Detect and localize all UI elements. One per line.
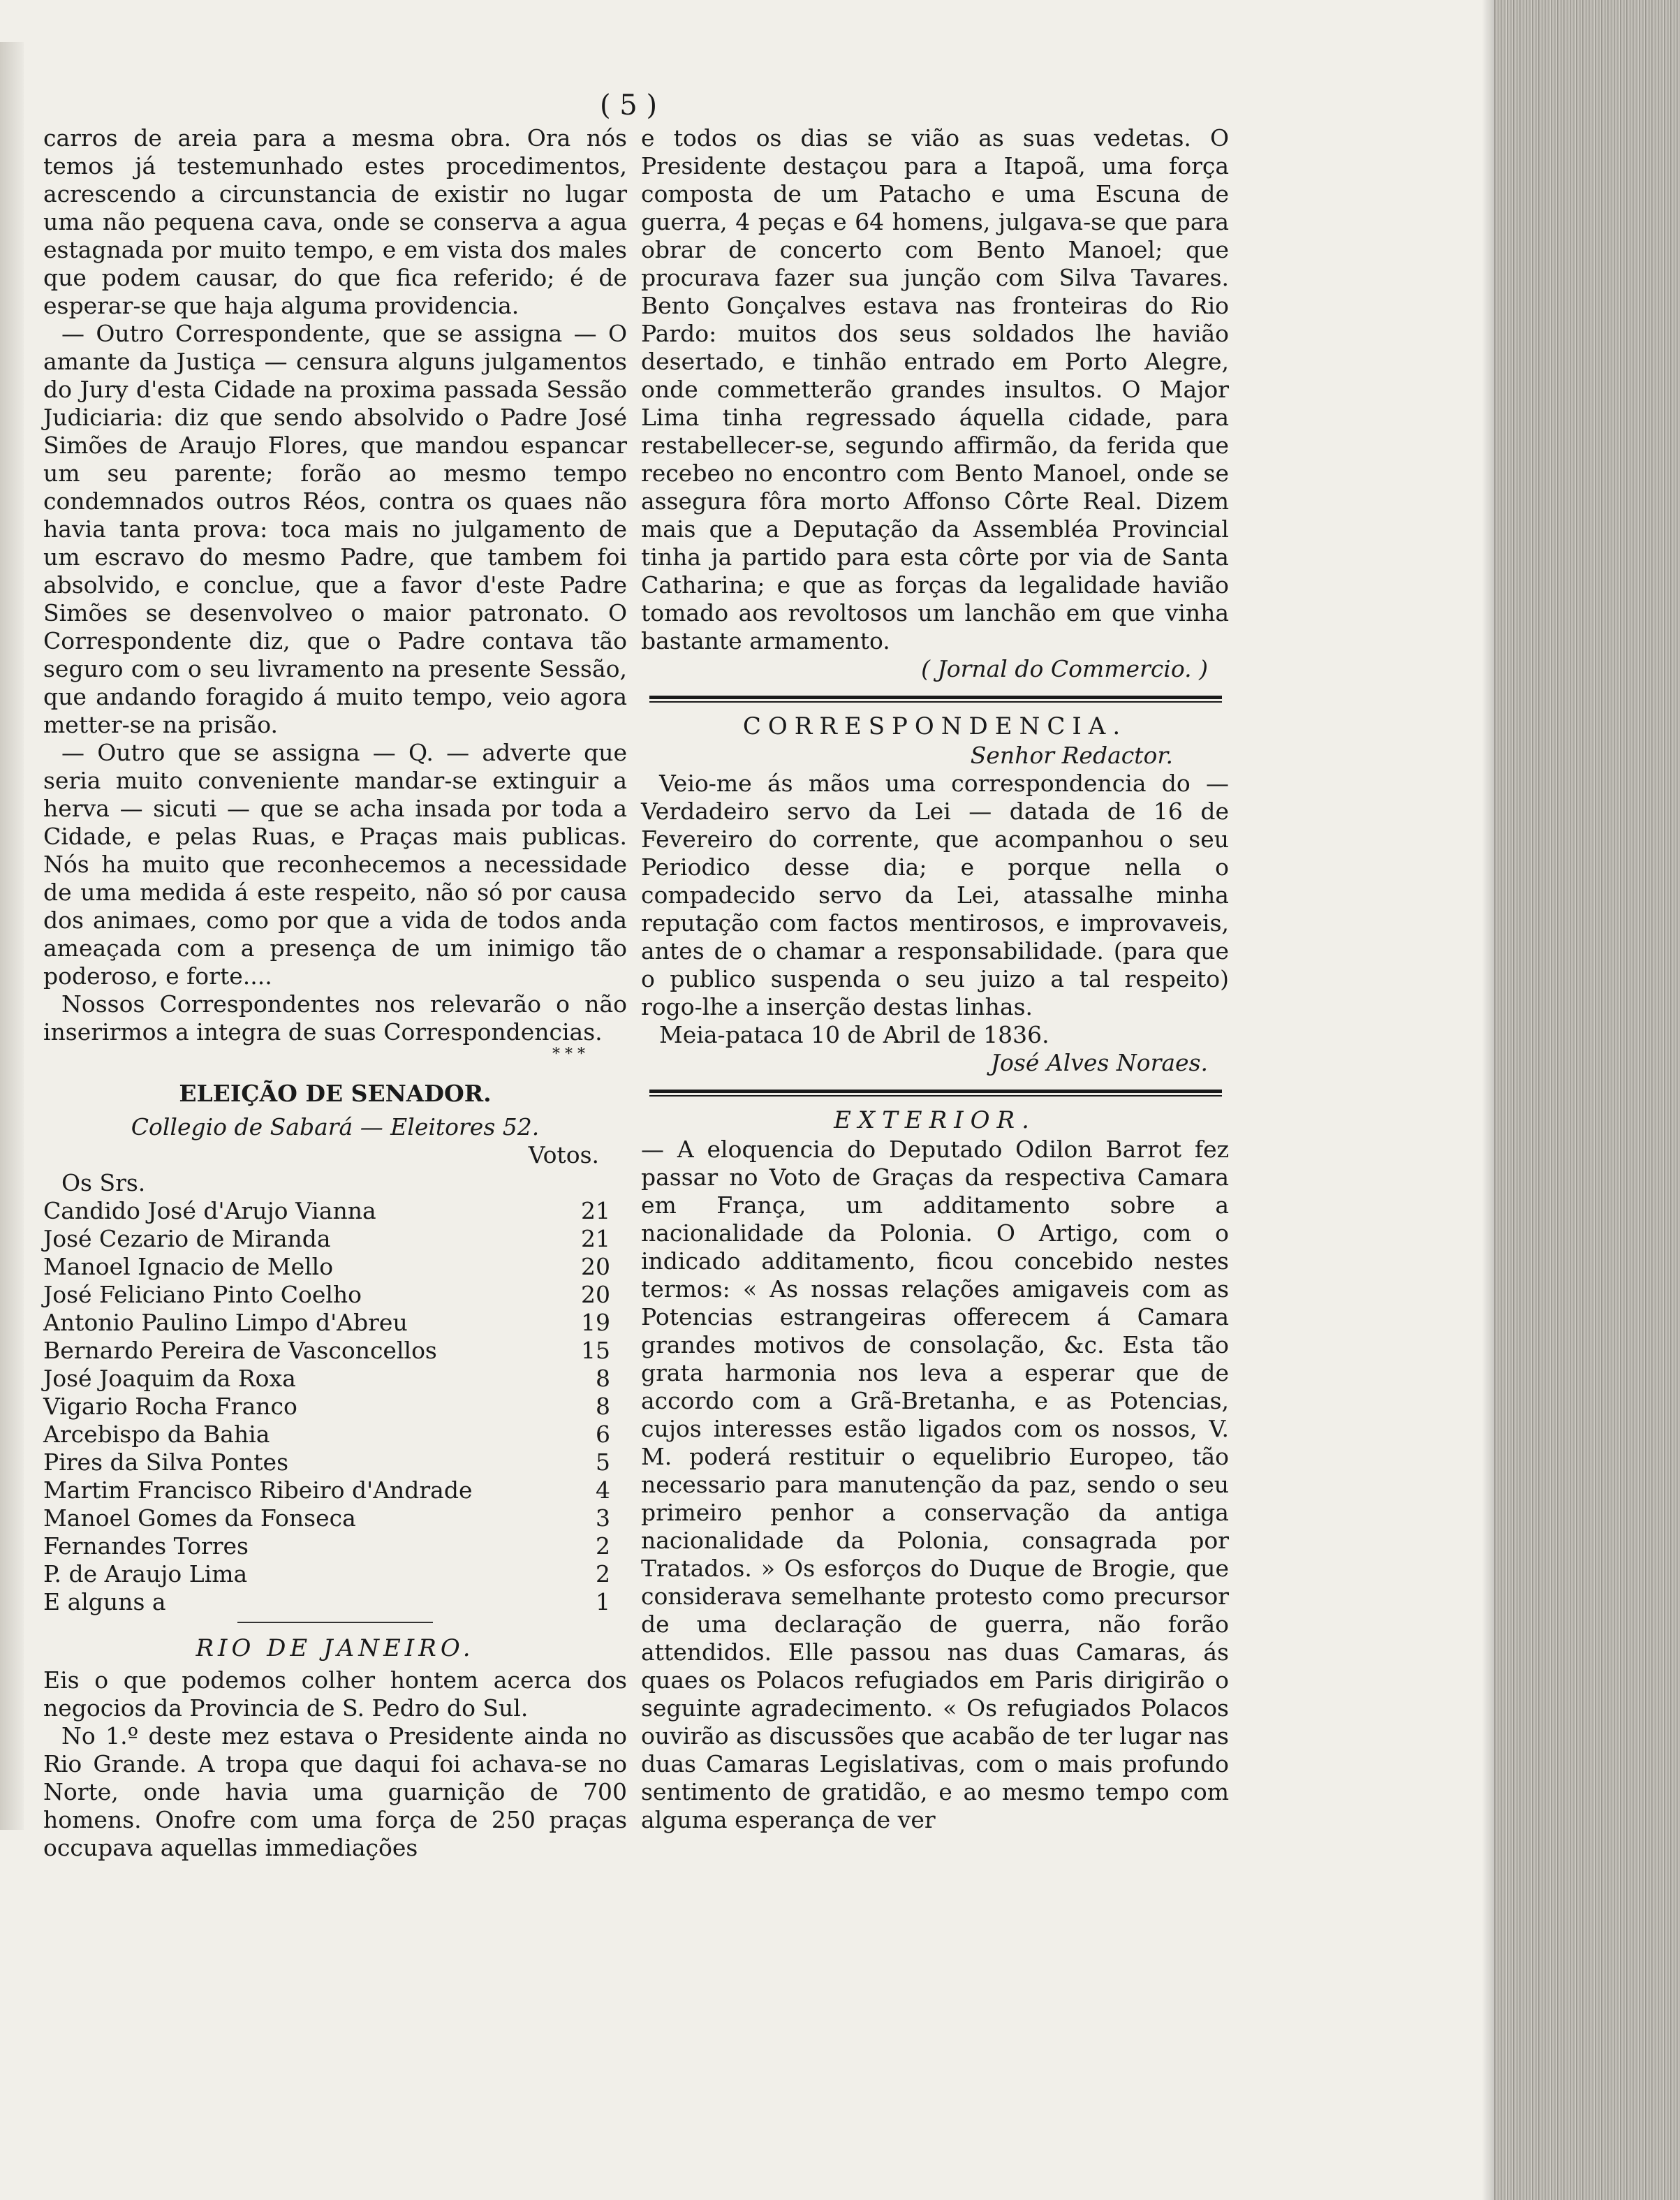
candidate-name: José Feliciano Pinto Coelho bbox=[43, 1281, 362, 1308]
candidate-name: E alguns a bbox=[43, 1588, 166, 1615]
candidate-votes: 19 bbox=[581, 1309, 610, 1336]
table-row bbox=[43, 1225, 627, 1253]
paragraph: Eis o que podemos colher hontem acerca dos negocios da Provincia de S. Pedro do Sul. bbox=[43, 1666, 627, 1722]
source-attribution: ( Jornal do Commercio. ) bbox=[921, 655, 1208, 682]
election-title: ELEIÇÃO DE SENADOR. bbox=[179, 1080, 492, 1107]
table-row bbox=[43, 1281, 627, 1309]
paragraph: e todos os dias se vião as suas vedetas. O Presidente destaçou para a Itapoã, uma força composta de um Patacho e uma Escuna de guerra, 4 peças e 64 homens, julgava-se que para obrar de concerto com Bento Manoel; que procurava fazer sua junção com Silva Tavares. Bento Gonçalves estava nas fronteiras do Rio Pardo: muitos dos seus soldados lhe havião desertado, e tinhão entrado em Porto Alegre, onde commetterão grandes insultos. O Major Lima tinha regressado áquella cidade, para restabellecer-se, segundo affirmão, da ferida que recebeo no encontro com Bento Manoel, onde se assegura fôra morto Affonso Côrte Real. Dizem mais que a Deputação da Assembléa Provincial tinha ja partido para esta côrte por via de Santa Catharina; e que as forças da legalidade havião tomado aos revoltosos um lanchão em que vinha bastante armamento. bbox=[641, 124, 1229, 654]
candidate-name: Manoel Ignacio de Mello bbox=[43, 1253, 334, 1280]
candidate-name: Pires da Silva Pontes bbox=[43, 1449, 289, 1476]
paragraph: — Outro que se assigna — Q. — adverte que seria muito conveniente mandar-se extinguir a herva — sicuti — que se acha insada por toda a Cidade, e pelas Ruas, e Praças mais publicas. Nós ha muito que reconhecemos a necessidade de uma medida á este respeito, não só por causa dos animaes, como por que a vida de todos anda ameaçada com a presença de um inimigo tão poderoso, e forte.... bbox=[43, 739, 627, 990]
candidate-votes: 21 bbox=[581, 1197, 610, 1224]
rio-de-janeiro-title: RIO DE JANEIRO. bbox=[196, 1634, 475, 1662]
section-separator: * * * bbox=[552, 1046, 585, 1063]
candidate-votes: 15 bbox=[581, 1337, 610, 1364]
votes-table bbox=[43, 1197, 627, 1616]
candidate-name: José Cezario de Miranda bbox=[43, 1225, 331, 1252]
left-column bbox=[43, 124, 627, 1862]
candidate-votes: 2 bbox=[596, 1532, 610, 1560]
table-row bbox=[43, 1588, 627, 1616]
candidate-name: Bernardo Pereira de Vasconcellos bbox=[43, 1337, 437, 1364]
candidate-votes: 1 bbox=[596, 1588, 610, 1615]
table-row bbox=[43, 1476, 627, 1504]
page-gutter bbox=[0, 42, 24, 1830]
candidate-votes: 20 bbox=[581, 1281, 610, 1308]
book-page-edges bbox=[1494, 0, 1680, 2200]
votes-header: Votos. bbox=[528, 1141, 599, 1168]
section-rule bbox=[649, 696, 1222, 703]
candidate-name: Antonio Paulino Limpo d'Abreu bbox=[43, 1309, 408, 1336]
table-row bbox=[43, 1309, 627, 1337]
candidate-votes: 6 bbox=[596, 1421, 610, 1448]
correspondencia-title: CORRESPONDENCIA. bbox=[742, 712, 1128, 740]
srs-label: Os Srs. bbox=[61, 1169, 146, 1196]
table-row bbox=[43, 1393, 627, 1421]
table-row bbox=[43, 1560, 627, 1588]
candidate-name: Fernandes Torres bbox=[43, 1532, 249, 1560]
table-row bbox=[43, 1365, 627, 1393]
paragraph: No 1.º deste mez estava o Presidente ainda no Rio Grande. A tropa que daqui foi achava-se no Norte, onde havia uma guarnição de 700 homens. Onofre com uma força de 250 praças occupava aquellas immediações bbox=[43, 1722, 627, 1861]
table-row bbox=[43, 1449, 627, 1476]
paragraph: — Outro Correspondente, que se assigna — O amante da Justiça — censura alguns julgamentos do Jury d'esta Cidade na proxima passada Sessão Judiciaria: diz que sendo absolvido o Padre José Simões de Araujo Flores, que mandou espancar um seu parente; forão ao mesmo tempo condemnados outros Réos, contra os quaes não havia tanta prova: toca mais no julgamento de um escravo do mesmo Padre, que tambem foi absolvido, e conclue, que a favor d'este Padre Simões se desenvolveo o maior patronato. O Correspondente diz, que o Padre contava tão seguro com o seu livramento na presente Sessão, que andando foragido á muito tempo, veio agora metter-se na prisão. bbox=[43, 320, 627, 738]
paragraph: Veio-me ás mãos uma correspondencia do — Verdadeiro servo da Lei — datada de 16 de Fevereiro do corrente, que acompanhou o seu Periodico desse dia; e porque nella o compadecido servo da Lei, atassalhe minha reputação com factos mentirosos, e improvaveis, antes de o chamar a responsabilidade. (para que o publico suspenda o seu juizo a tal respeito) rogo-lhe a inserção destas linhas. bbox=[641, 770, 1229, 1020]
section-divider bbox=[237, 1622, 433, 1629]
candidate-votes: 8 bbox=[596, 1393, 610, 1420]
candidate-votes: 4 bbox=[596, 1476, 610, 1504]
signature: José Alves Noraes. bbox=[990, 1049, 1208, 1076]
page-number: ( 5 ) bbox=[599, 89, 658, 122]
paragraph: Nossos Correspondentes nos relevarão o não inserirmos a integra de suas Correspondencias. bbox=[43, 990, 627, 1046]
candidate-votes: 21 bbox=[581, 1225, 610, 1252]
section-rule bbox=[649, 1090, 1222, 1097]
table-row bbox=[43, 1504, 627, 1532]
candidate-votes: 5 bbox=[596, 1449, 610, 1476]
candidate-votes: 2 bbox=[596, 1560, 610, 1587]
salutation: Senhor Redactor. bbox=[970, 742, 1173, 769]
candidate-name: Manoel Gomes da Fonseca bbox=[43, 1504, 356, 1532]
place-date: Meia-pataca 10 de Abril de 1836. bbox=[659, 1021, 1049, 1048]
candidate-name: P. de Araujo Lima bbox=[43, 1560, 248, 1587]
table-row bbox=[43, 1337, 627, 1365]
right-column bbox=[641, 124, 1229, 1834]
candidate-name: Vigario Rocha Franco bbox=[43, 1393, 297, 1420]
table-row bbox=[43, 1197, 627, 1225]
candidate-name: José Joaquim da Roxa bbox=[43, 1365, 296, 1392]
paragraph: carros de areia para a mesma obra. Ora nós temos já testemunhado estes procedimentos, acrescendo a circunstancia de existir no lugar uma não pequena cava, onde se conserva a agua estagnada por muito tempo, e em vista dos males que podem causar, do que fica referido; é de esperar-se que haja alguma providencia. bbox=[43, 124, 627, 319]
table-row bbox=[43, 1532, 627, 1560]
table-row bbox=[43, 1421, 627, 1449]
candidate-votes: 8 bbox=[596, 1365, 610, 1392]
paragraph: — A eloquencia do Deputado Odilon Barrot fez passar no Voto de Graças da respectiva Camara em França, um additamento sobre a nacionalidade da Polonia. O Artigo, com o indicado additamento, ficou concebido nestes termos: « As nossas relações amigaveis com as Potencias estrangeiras offerecem á Camara grandes motivos de consolação, &c. Esta tão grata harmonia nos leva a esperar que de accordo com a Grã-Bretanha, e as Potencias, cujos interesses estão ligados com os nossos, V. M. poderá restituir o equelibrio Europeo, tão necessario para manutenção da paz, sendo o seu primeiro penhor a conservação da antiga nacionalidade da Polonia, consagrada por Tratados. » Os esforços do Duque de Brogie, que considerava semelhante protesto como precursor de uma declaração de guerra, não forão attendidos. Elle passou nas duas Camaras, ás quaes os Polacos refugiados em Paris dirigirão o seguinte agradecimento. « Os refugiados Polacos ouvirão as discussões que acabão de ter lugar nas duas Camaras Legislativas, com o mais profundo sentimento de gratidão, e ao mesmo tempo com alguma esperança de ver bbox=[641, 1136, 1229, 1833]
candidate-name: Arcebispo da Bahia bbox=[43, 1421, 270, 1448]
college-subtitle: Collegio de Sabará — Eleitores 52. bbox=[131, 1113, 540, 1141]
exterior-title: EXTERIOR. bbox=[834, 1106, 1036, 1134]
candidate-name: Martim Francisco Ribeiro d'Andrade bbox=[43, 1476, 473, 1504]
candidate-votes: 3 bbox=[596, 1504, 610, 1532]
candidate-name: Candido José d'Arujo Vianna bbox=[43, 1197, 376, 1224]
candidate-votes: 20 bbox=[581, 1253, 610, 1280]
table-row bbox=[43, 1253, 627, 1281]
